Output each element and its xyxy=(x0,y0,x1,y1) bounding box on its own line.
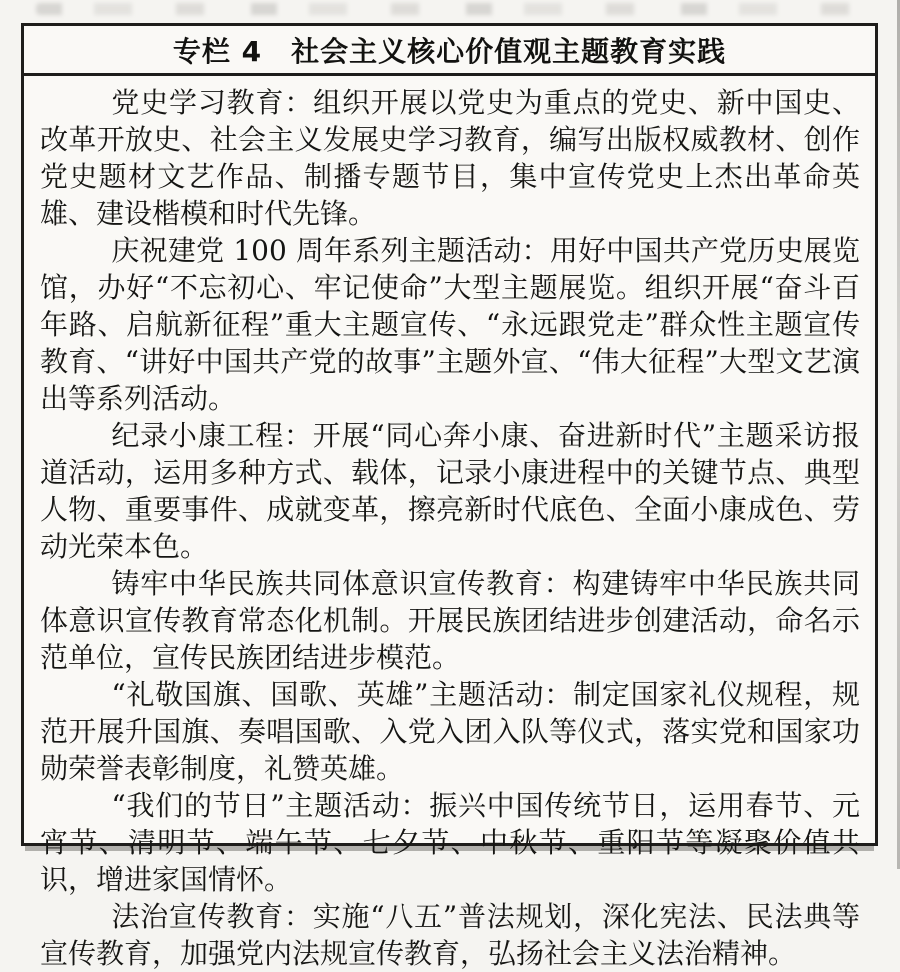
panel-body xyxy=(24,76,875,972)
column-panel xyxy=(21,23,878,970)
panel-paragraph: 法治宣传教育：实施“八五”普法规划，深化宪法、民法典等宣传教育，加强党内法规宣传教育，弘扬社会主义法治精神。 xyxy=(40,900,860,970)
panel-paragraph: 党史学习教育：组织开展以党史为重点的党史、新中国史、改革开放史、社会主义发展史学习教育，编写出版权威教材、创作党史题材文艺作品、制播专题节目，集中宣传党史上杰出革命英雄、建设楷模和时代先锋。 xyxy=(40,86,860,230)
panel-paragraph: 铸牢中华民族共同体意识宣传教育：构建铸牢中华民族共同体意识宣传教育常态化机制。开展民族团结进步创建活动，命名示范单位，宣传民族团结进步模范。 xyxy=(40,567,860,674)
panel-title: 专栏 4 社会主义核心价值观主题教育实践 xyxy=(24,26,875,76)
panel-paragraph: “我们的节日”主题活动：振兴中国传统节日，运用春节、元宵节、清明节、端午节、七夕节、中秋节、重阳节等凝聚价值共识，增进家国情怀。 xyxy=(40,789,860,896)
panel-paragraph: “礼敬国旗、国歌、英雄”主题活动：制定国家礼仪规程，规范开展升国旗、奏唱国歌、入党入团入队等仪式，落实党和国家功勋荣誉表彰制度，礼赞英雄。 xyxy=(40,678,860,785)
panel-paragraph: 纪录小康工程：开展“同心奔小康、奋进新时代”主题采访报道活动，运用多种方式、载体，记录小康进程中的关键节点、典型人物、重要事件、成就变革，擦亮新时代底色、全面小康成色、劳动光荣本色。 xyxy=(40,419,860,563)
scan-noise-artifact xyxy=(36,3,866,15)
panel-paragraph: 庆祝建党 100 周年系列主题活动：用好中国共产党历史展览馆，办好“不忘初心、牢记使命”大型主题展览。组织开展“奋斗百年路、启航新征程”重大主题宣传、“永远跟党走”群众性主题宣传教育、“讲好中国共产党的故事”主题外宣、“伟大征程”大型文艺演出等系列活动。 xyxy=(40,234,860,415)
